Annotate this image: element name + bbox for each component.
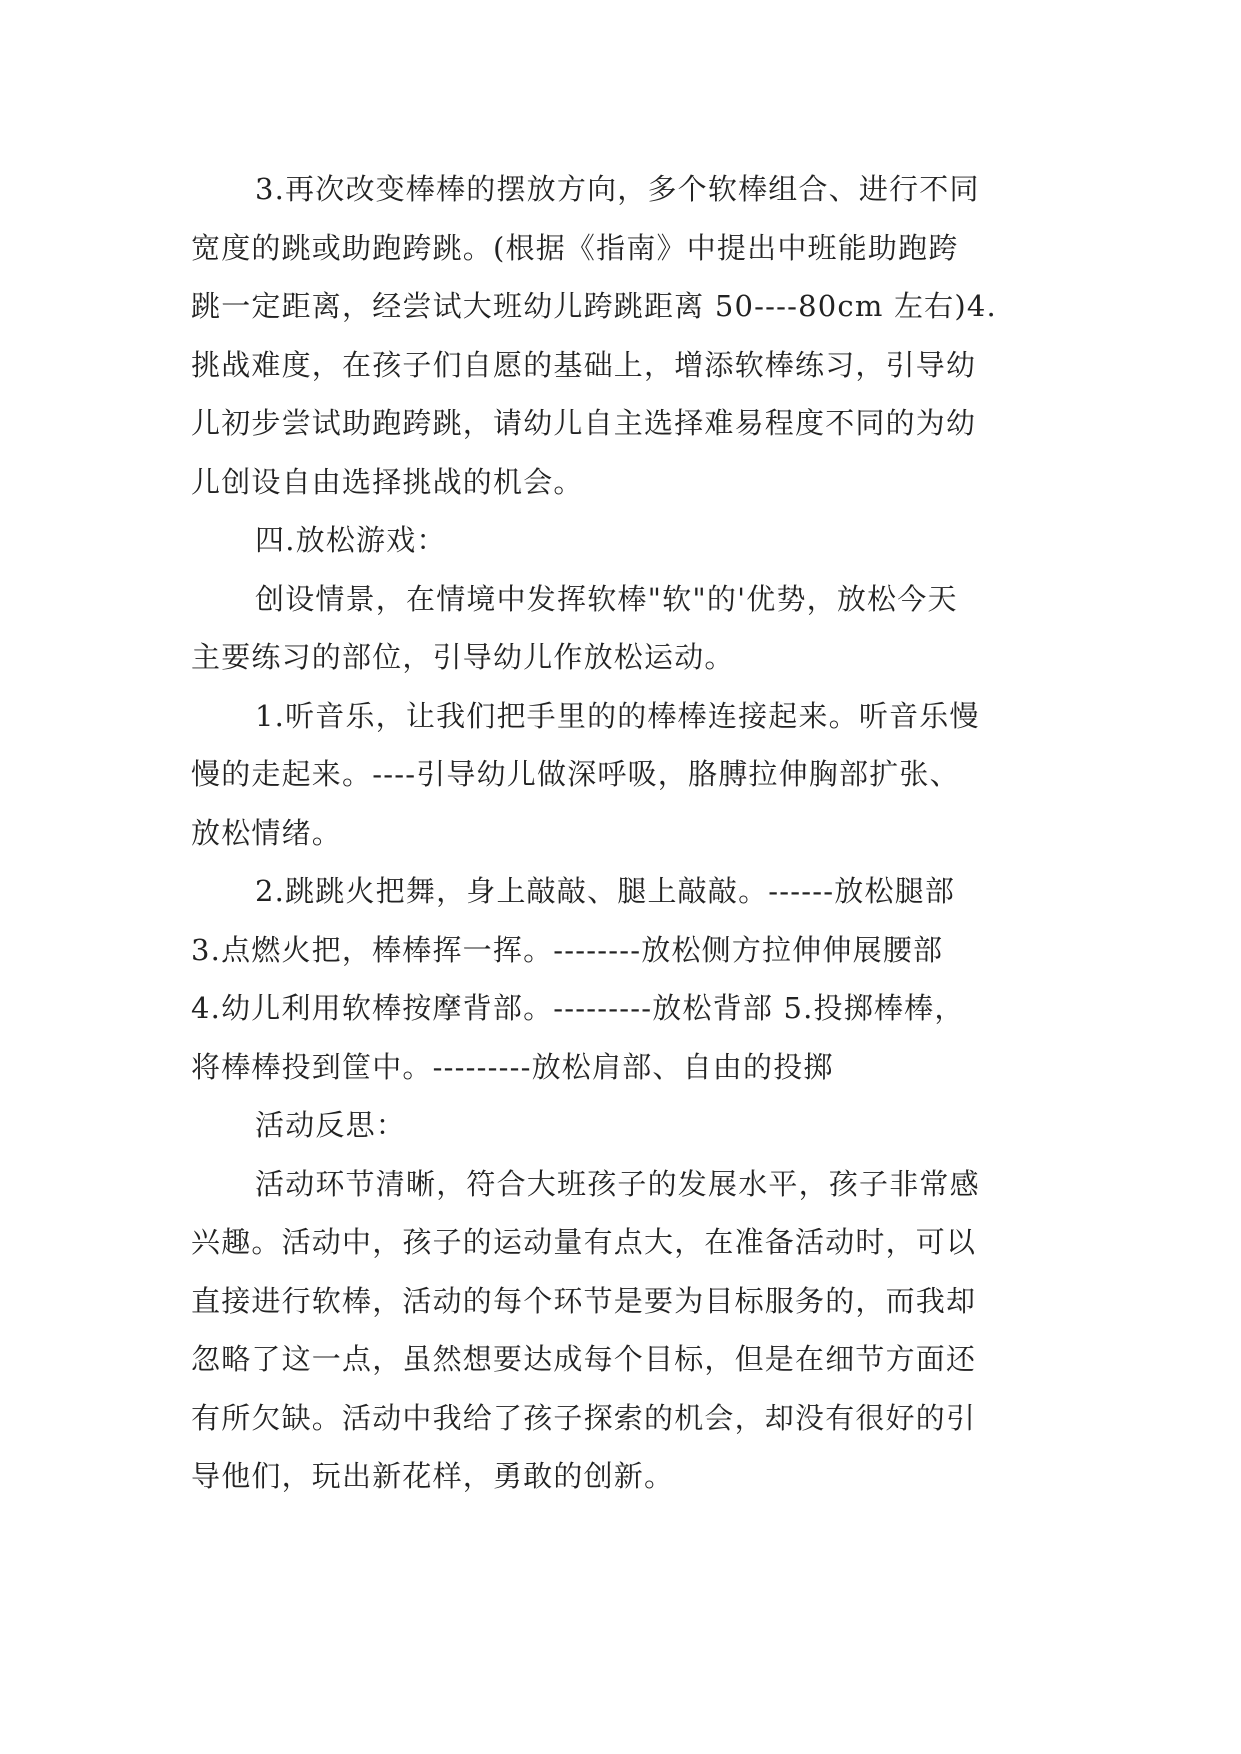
text-line: 放松情绪。: [191, 815, 343, 850]
text-line: 3.点燃火把，棒棒挥一挥。--------放松侧方拉伸伸展腰部: [191, 932, 944, 967]
text-line: 儿创设自由选择挑战的机会。: [191, 464, 584, 499]
text-line: 跳一定距离，经尝试大班幼儿跨跳距离 50----80cm 左右)4.: [191, 289, 997, 323]
document-body: [191, 160, 1061, 1506]
text-line: 2.跳跳火把舞，身上敲敲、腿上敲敲。------放松腿部: [255, 874, 956, 908]
text-line: 忽略了这一点，虽然想要达成每个目标，但是在细节方面还: [191, 1342, 977, 1376]
text-line: 挑战难度，在孩子们自愿的基础上，增添软棒练习，引导幼: [191, 347, 977, 382]
text-line: 慢的走起来。----引导幼儿做深呼吸，胳膊拉伸胸部扩张、: [191, 757, 960, 791]
text-line: 创设情景，在情境中发挥软棒"软"的'优势，放松今天: [255, 581, 958, 616]
text-line: 有所欠缺。活动中我给了孩子探索的机会，却没有很好的引: [191, 1400, 977, 1435]
section-heading: 四.放松游戏：: [255, 523, 447, 557]
text-line: 活动环节清晰，符合大班孩子的发展水平，孩子非常感: [255, 1166, 980, 1201]
text-line: 4.幼儿利用软棒按摩背部。---------放松背部 5.投掷棒棒，: [191, 991, 965, 1025]
text-line: 主要练习的部位，引导幼儿作放松运动。: [191, 640, 735, 674]
text-line: 3.再次改变棒棒的摆放方向，多个软棒组合、进行不同: [255, 172, 980, 206]
text-line: 导他们，玩出新花样，勇敢的创新。: [191, 1459, 675, 1493]
text-line: 儿初步尝试助跑跨跳，请幼儿自主选择难易程度不同的为幼: [191, 406, 977, 440]
text-line: 将棒棒投到筐中。---------放松肩部、自由的投掷: [191, 1049, 834, 1084]
text-line: 1.听音乐，让我们把手里的的棒棒连接起来。听音乐慢: [255, 698, 980, 733]
text-line: 兴趣。活动中，孩子的运动量有点大，在准备活动时，可以: [191, 1225, 977, 1259]
text-line: 宽度的跳或助跑跨跳。(根据《指南》中提出中班能助跑跨: [191, 230, 959, 265]
text-line: 直接进行软棒，活动的每个环节是要为目标服务的，而我却: [191, 1283, 977, 1318]
section-heading: 活动反思：: [255, 1108, 407, 1142]
